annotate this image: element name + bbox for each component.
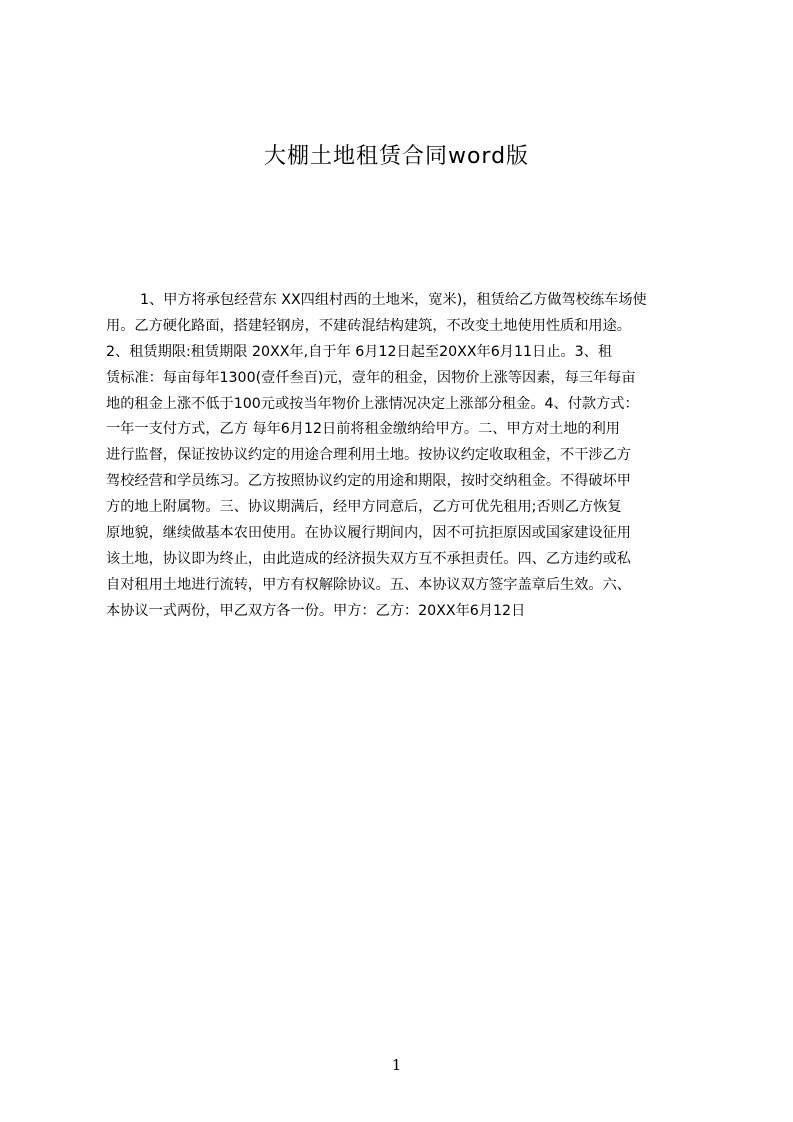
body-line: 驾校经营和学员练习。乙方按照协议约定的用途和期限，按时交纳租金。不得破坏甲 xyxy=(106,473,631,490)
body-line: 地的租金上涨不低于100元或按当年物价上涨情况决定上涨部分租金。4、付款方式： xyxy=(106,395,639,412)
body-line: 方的地上附属物。三、协议期满后，经甲方同意后，乙方可优先租用;否则乙方恢复 xyxy=(106,499,622,516)
body-line: 2、租赁期限:租赁期限 20XX年,自于年 6月12日起至20XX年6月11日止。3、租 xyxy=(106,343,613,360)
body-line: 进行监督，保证按协议约定的用途合理利用土地。按协议约定收取租金，不干涉乙方 xyxy=(106,447,631,464)
body-line: 该土地，协议即为终止，由此造成的经济损失双方互不承担责任。四、乙方违约或私 xyxy=(106,550,631,567)
body-line: 用。乙方硬化路面，搭建轻钢房，不建砖混结构建筑，不改变土地使用性质和用途。 xyxy=(106,317,631,334)
page-number: 1 xyxy=(391,1056,402,1074)
body-line: 1、甲方将承包经营东 XX四组村西的土地米，宽米)，租赁给乙方做驾校练车场使 xyxy=(140,292,647,308)
body-line: 自对租用土地进行流转，甲方有权解除协议。五、本协议双方签字盖章后生效。六、 xyxy=(106,576,631,593)
body-line: 原地貌，继续做基本农田使用。在协议履行期间内，因不可抗拒原因或国家建设征用 xyxy=(106,525,631,542)
document-title: 大棚土地租赁合同word版 xyxy=(263,144,530,169)
body-line: 赁标准：每亩每年1300(壹仟叁百)元，壹年的租金，因物价上涨等因素，每三年每亩 xyxy=(106,369,636,386)
document-body xyxy=(106,288,698,648)
body-line: 一年一支付方式，乙方 每年6月12日前将租金缴纳给甲方。二、甲方对土地的利用 xyxy=(106,421,620,438)
body-line: 本协议一式两份，甲乙双方各一份。甲方：乙方：20XX年6月12日 xyxy=(106,602,526,619)
